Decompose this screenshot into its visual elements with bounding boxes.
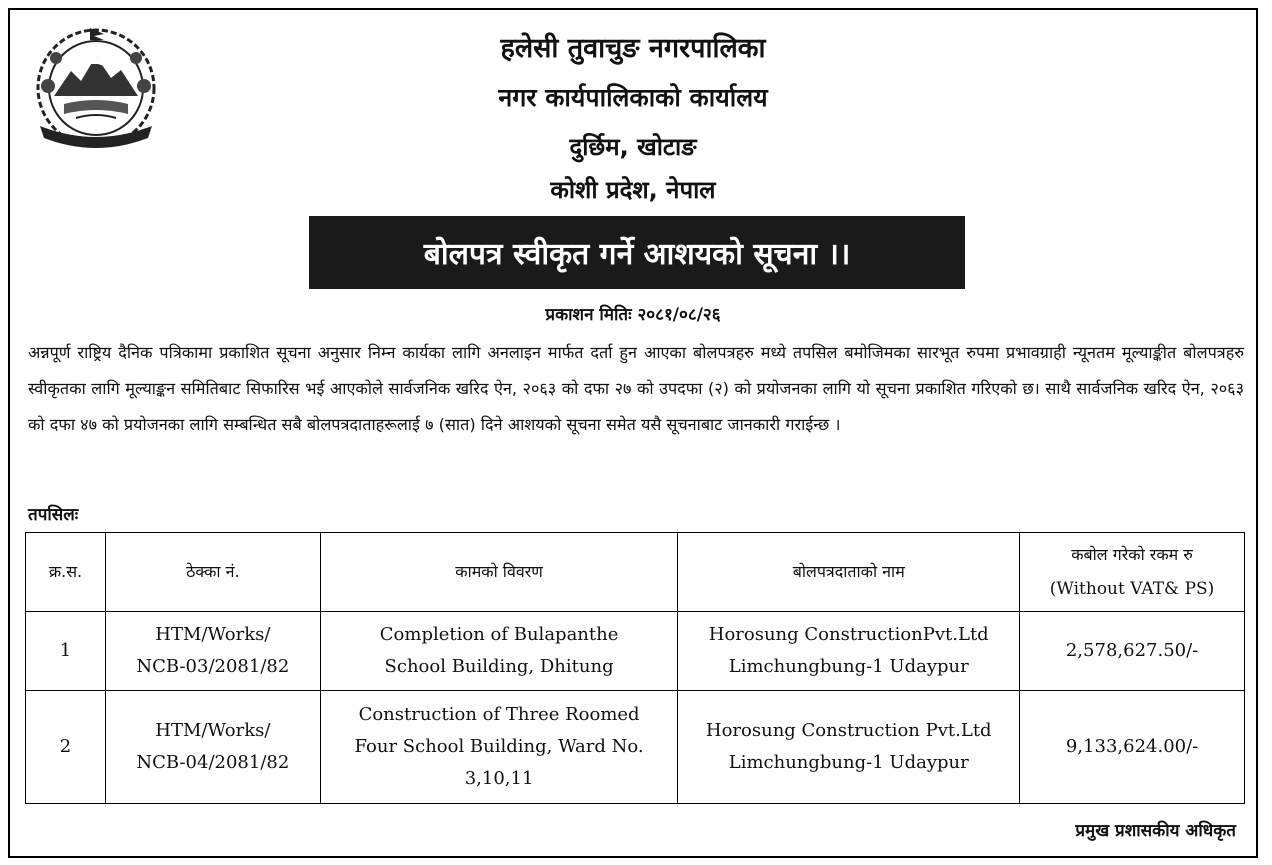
contract-line: HTM/Works/ (155, 720, 271, 741)
row-sn: 2 (26, 691, 106, 804)
header-amount (1020, 533, 1245, 612)
description-line: Construction of Three Roomed (358, 704, 640, 725)
table-row (26, 691, 1245, 804)
contract-line: NCB-03/2081/82 (136, 656, 290, 677)
bid-table (25, 532, 1245, 804)
contract-line: HTM/Works/ (155, 624, 271, 645)
row-bidder (678, 612, 1020, 691)
header-sn: क्र.स. (26, 533, 106, 612)
row-contract-no (105, 612, 320, 691)
header-amount-line1: कबोल गरेको रकम रु (1071, 545, 1193, 564)
row-contract-no (105, 691, 320, 804)
notice-page (8, 8, 1258, 858)
notice-title: बोलपत्र स्वीकृत गर्ने आशयको सूचना ।। (423, 237, 851, 272)
row-bidder (678, 691, 1020, 804)
row-amount: 2,578,627.50/- (1020, 612, 1245, 691)
notice-body: अन्नपूर्ण राष्ट्रिय दैनिक पत्रिकामा प्रकाशित सूचना अनुसार निम्न कार्यका लागि अनलाइन मार्फत दर्ता हुन आएका बोलपत्रहरु मध्ये तपसिल बमोजिमका सारभूत रुपमा प्रभावग्राही न्यूनतम मूल्याङ्कीत बोलपत्रहरु स्वीकृतका लागि मूल्याङ्कन समितिबाट सिफारिस भई आएकोले सार्वजनिक खरिद ऐन, २०६३ को दफा २७ को उपदफा (२) को प्रयोजनका लागि यो सूचना प्रकाशित गरिएको छ। साथै सार्वजनिक खरिद ऐन, २०६३ को दफा ४७ को प्रयोजनका लागि सम्बन्धित सबै बोलपत्रदाताहरूलाई ७ (सात) दिने आशयको सूचना समेत यसै सूचनाबाट जानकारी गराईन्छ । (28, 343, 1244, 434)
municipality-name: हलेसी तुवाचुङ नगरपालिका (500, 33, 766, 64)
publication-date: प्रकाशन मितिः २०८१/०८/२६ (545, 305, 721, 325)
table-header-row (26, 533, 1245, 612)
description-line: Four School Building, Ward No. (354, 736, 644, 757)
header-bidder: बोलपत्रदाताको नाम (678, 533, 1020, 612)
description-line: School Building, Dhitung (384, 656, 614, 677)
bidder-line: Horosung ConstructionPvt.Ltd (708, 624, 989, 645)
table-row (26, 612, 1245, 691)
row-sn: 1 (26, 612, 106, 691)
office-name: नगर कार्यपालिकाको कार्यालय (498, 83, 768, 112)
row-description (320, 612, 678, 691)
office-location: दुर्छिम, खोटाङ (569, 133, 697, 161)
header-description: कामको विवरण (320, 533, 678, 612)
description-line: 3,10,11 (464, 768, 534, 789)
header-amount-line2: (Without VAT& PS) (1049, 579, 1215, 599)
schedule-label: तपसिलः (28, 505, 79, 525)
province-name: कोशी प्रदेश, नेपाल (550, 176, 716, 204)
description-line: Completion of Bulapanthe (379, 624, 619, 645)
row-amount: 9,133,624.00/- (1020, 691, 1245, 804)
bidder-line: Horosung Construction Pvt.Ltd (705, 720, 992, 741)
bidder-line: Limchungbung-1 Udaypur (728, 752, 969, 773)
row-description (320, 691, 678, 804)
bidder-line: Limchungbung-1 Udaypur (728, 656, 969, 677)
contract-line: NCB-04/2081/82 (136, 752, 290, 773)
signatory-title: प्रमुख प्रशासकीय अधिकृत (1075, 821, 1236, 841)
header-contract-no: ठेक्का नं. (105, 533, 320, 612)
notice-title-banner (309, 216, 965, 289)
